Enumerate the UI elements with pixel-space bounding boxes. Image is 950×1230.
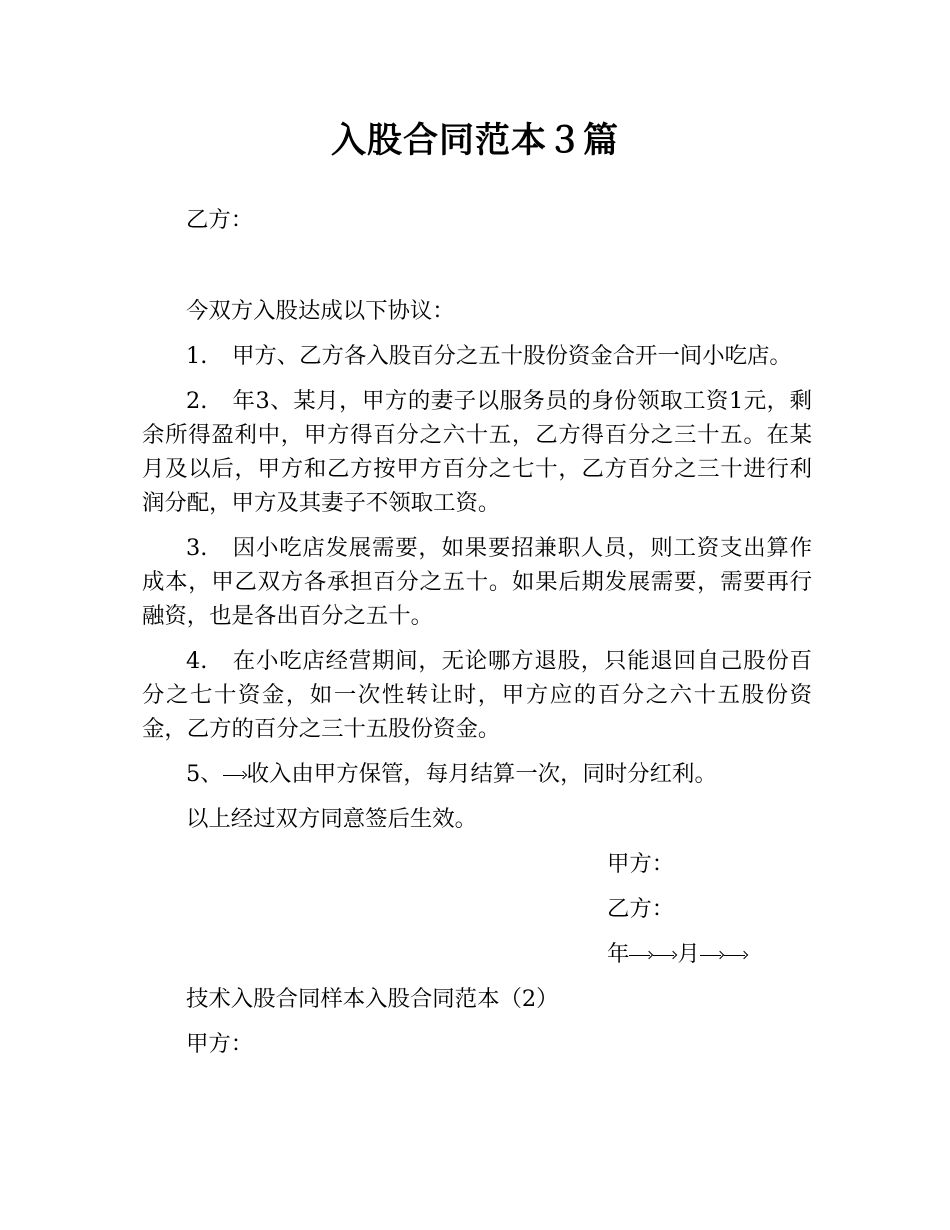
clause-number: 1. bbox=[186, 343, 208, 369]
next-contract-title: 技术入股合同样本入股合同范本（2） bbox=[186, 986, 559, 1012]
clause-number: 2. bbox=[186, 388, 208, 414]
clause-1 bbox=[142, 339, 812, 373]
clause-text: 甲方、乙方各入股百分之五十股份资金合开一间小吃店。 bbox=[232, 343, 792, 369]
signature-party-b: 乙方： bbox=[607, 896, 675, 922]
clause-text: 因小吃店发展需要，如果要招兼职人员，则工资支出算作成本，甲乙双方各承担百分之五十。如果后期发展需要，需要再行融资，也是各出百分之五十。 bbox=[142, 535, 812, 629]
clause-number: 5、 bbox=[186, 761, 223, 787]
date-month-label: 月 bbox=[677, 941, 700, 967]
signature-date bbox=[142, 937, 812, 971]
clause-4 bbox=[142, 644, 812, 746]
closing-line: 以上经过双方同意签后生效。 bbox=[186, 806, 478, 832]
blank-arrow-icon bbox=[629, 950, 653, 960]
clause-text: 在小吃店经营期间，无论哪方退股，只能退回自己股份百分之七十资金，如一次性转让时，甲方应的百分之六十五股份资金，乙方的百分之三十五股份资金。 bbox=[142, 648, 812, 742]
clause-number: 4. bbox=[186, 648, 208, 674]
date-year-label: 年 bbox=[607, 941, 630, 967]
intro-line: 今双方入股达成以下协议： bbox=[186, 298, 455, 324]
document-body bbox=[142, 203, 812, 1072]
next-party-a-line: 甲方： bbox=[186, 1031, 254, 1057]
blank-arrow-icon bbox=[700, 950, 724, 960]
clause-text: 收入由甲方保管，每月结算一次，同时分红利。 bbox=[246, 761, 717, 787]
blank-arrow-icon bbox=[223, 770, 247, 780]
clause-5 bbox=[142, 757, 812, 791]
blank-arrow-icon bbox=[653, 950, 677, 960]
clause-2 bbox=[142, 384, 812, 520]
party-b-line: 乙方： bbox=[186, 207, 254, 233]
clause-text: 年3、某月，甲方的妻子以服务员的身份领取工资1元，剩余所得盈利中，甲方得百分之六十五，乙方得百分之三十五。在某月及以后，甲方和乙方按甲方百分之七十，乙方百分之三十进行利润分配，甲方及其妻子不领取工资。 bbox=[142, 388, 812, 516]
clause-3 bbox=[142, 531, 812, 633]
signature-party-a: 甲方： bbox=[607, 851, 675, 877]
blank-arrow-icon bbox=[724, 950, 748, 960]
document-title: 入股合同范本３篇 bbox=[330, 121, 619, 161]
clause-number: 3. bbox=[186, 535, 208, 561]
